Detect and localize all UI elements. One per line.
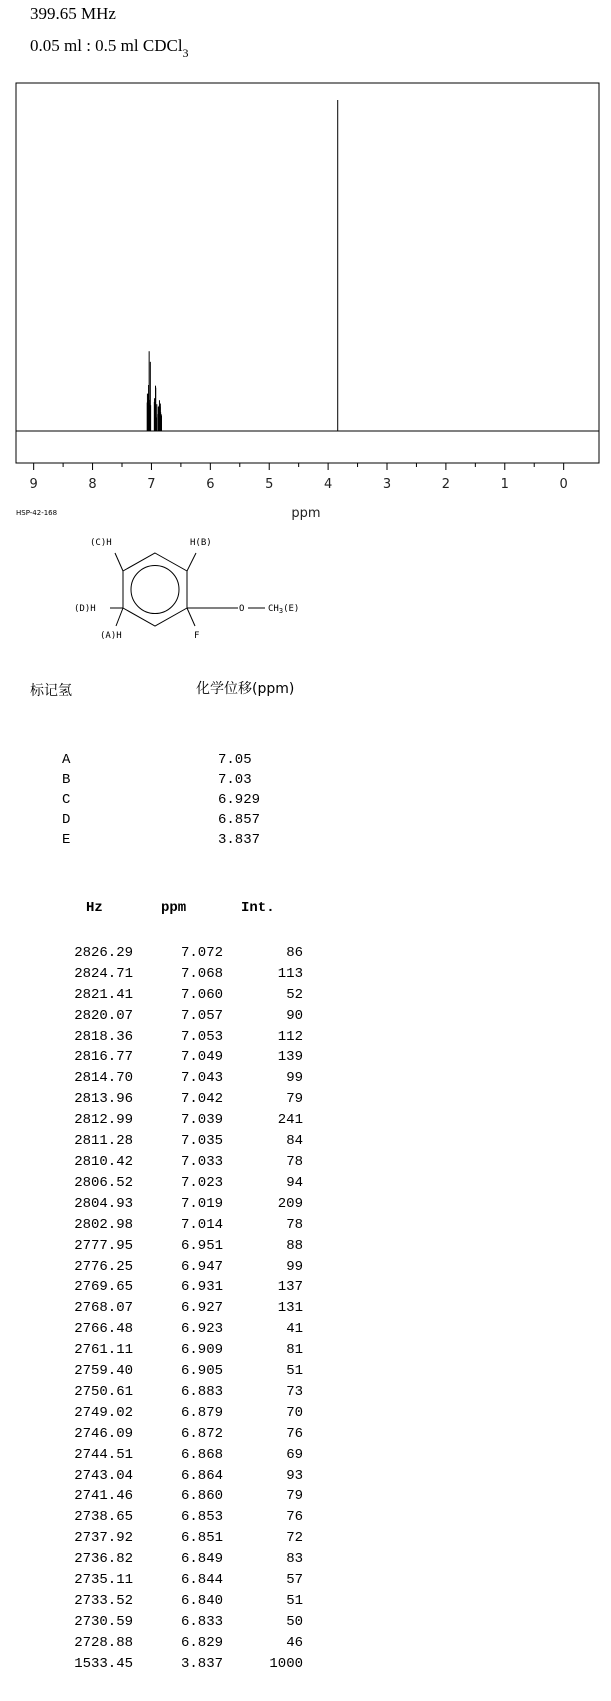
peak-row: [58, 1194, 303, 1215]
peak-table-body: [58, 943, 303, 1675]
assignment-label: E: [62, 832, 71, 848]
assignment-shift: 7.05: [218, 752, 252, 768]
peak-int: 79: [286, 1488, 303, 1505]
peak-hz: 2761.11: [74, 1342, 133, 1359]
peak-row: [58, 1277, 303, 1298]
peak-row: [58, 1047, 303, 1068]
peak-ppm: 6.931: [180, 1279, 223, 1296]
peak-hz: 2737.92: [74, 1530, 133, 1547]
peak-int: 137: [277, 1279, 303, 1296]
peak-ppm: 6.927: [180, 1300, 223, 1317]
peak-int: 112: [277, 1028, 303, 1045]
peak-int: 113: [277, 965, 303, 982]
peak-row: [58, 1131, 303, 1152]
peak-ppm: 7.068: [180, 965, 223, 982]
assignment-row: [62, 790, 260, 810]
peak-hz: 2741.46: [74, 1488, 133, 1505]
peak-hz: 2728.88: [74, 1634, 133, 1651]
peak-int: 57: [286, 1572, 303, 1589]
peak-ppm: 6.864: [180, 1467, 223, 1484]
peak-ppm: 7.043: [180, 1070, 223, 1087]
peak-row: [58, 1486, 303, 1507]
x-tick-label: 0: [559, 477, 568, 492]
peak-int: 86: [286, 944, 303, 961]
peak-hz: 2777.95: [74, 1237, 133, 1254]
peak-row: [58, 964, 303, 985]
peak-row: [58, 1173, 303, 1194]
peak-ppm: 6.951: [180, 1237, 223, 1254]
peak-ppm: 7.060: [180, 986, 223, 1003]
peak-hz: 2743.04: [74, 1467, 133, 1484]
peak-hz: 2802.98: [74, 1216, 133, 1233]
x-axis-label: ppm: [291, 506, 321, 521]
peak-table-header: [86, 898, 303, 919]
x-tick-label: 2: [441, 477, 451, 492]
peak-int: 46: [286, 1634, 303, 1651]
peak-hz: 2744.51: [74, 1446, 133, 1463]
sample-code: HSP-42-168: [16, 509, 58, 517]
peak-row: [58, 1445, 303, 1466]
plot-frame: [16, 83, 599, 463]
assignment-table: [62, 750, 260, 850]
peak-ppm: 6.905: [180, 1363, 223, 1380]
peak-hz: 1533.45: [74, 1655, 133, 1672]
peak-hz: 2736.82: [74, 1551, 133, 1568]
peak-int: 83: [286, 1551, 303, 1568]
peak-hz: 2826.29: [74, 944, 133, 961]
peak-int: 209: [277, 1195, 303, 1212]
peak-row: [58, 1466, 303, 1487]
assignment-row: [62, 770, 260, 790]
peak-int: 84: [286, 1133, 303, 1150]
peak-hz: 2810.42: [74, 1153, 133, 1170]
peak-int: 76: [286, 1425, 303, 1442]
peak-row: [58, 1006, 303, 1027]
peak-hz: 2749.02: [74, 1404, 133, 1421]
peak-hz: 2814.70: [74, 1070, 133, 1087]
peak-int: 93: [286, 1467, 303, 1484]
peak-row: [58, 1654, 303, 1675]
peak-row: [58, 1152, 303, 1173]
peak-row: [58, 1570, 303, 1591]
assignment-row: [62, 810, 260, 830]
peak-int: 51: [286, 1363, 303, 1380]
peak-ppm: 7.019: [180, 1195, 223, 1212]
assignment-label: A: [62, 752, 71, 768]
peak-ppm: 6.860: [180, 1488, 223, 1505]
peak-ppm: 6.909: [180, 1342, 223, 1359]
peak-hz: 2806.52: [74, 1174, 133, 1191]
assignment-label: D: [62, 812, 71, 828]
benzene-ring: [123, 553, 187, 626]
peak-int: 90: [286, 1007, 303, 1024]
peak-int: 139: [277, 1049, 303, 1066]
assignment-col-label: 标记氢: [30, 683, 72, 699]
peak-hz: 2769.65: [74, 1279, 133, 1296]
peak-row: [58, 1528, 303, 1549]
peak-ppm: 3.837: [180, 1655, 223, 1672]
peak-row: [58, 985, 303, 1006]
peak-ppm: 6.829: [180, 1634, 223, 1651]
peak-hz: 2811.28: [74, 1133, 133, 1150]
peak-int: 88: [286, 1237, 303, 1254]
peak-lines: [147, 100, 338, 431]
peak-row: [58, 1215, 303, 1236]
peak-ppm: 7.014: [180, 1216, 223, 1233]
label-o: O: [239, 604, 245, 614]
peak-int: 41: [286, 1321, 303, 1338]
peak-hz: 2759.40: [74, 1363, 133, 1380]
peak-ppm: 7.049: [180, 1049, 223, 1066]
peak-ppm: 7.035: [180, 1133, 223, 1150]
spectrometer-frequency: 399.65 MHz: [30, 4, 116, 23]
assignment-shift: 6.857: [218, 812, 261, 828]
peak-hz: 2820.07: [74, 1007, 133, 1024]
peak-ppm: 7.053: [180, 1028, 223, 1045]
peak-row: [58, 1612, 303, 1633]
peak-int: 70: [286, 1404, 303, 1421]
peak-hz: 2812.99: [74, 1112, 133, 1129]
label-ha: (A)H: [100, 631, 122, 641]
solvent-subscript: 3: [182, 46, 189, 60]
peak-hz: 2804.93: [74, 1195, 133, 1212]
peak-row: [58, 1591, 303, 1612]
assignment-label: C: [62, 792, 71, 808]
peak-ppm: 6.851: [180, 1530, 223, 1547]
peak-hz: 2750.61: [74, 1383, 133, 1400]
peak-hz: 2735.11: [74, 1572, 133, 1589]
peak-table: [58, 898, 303, 1675]
peak-int: 69: [286, 1446, 303, 1463]
label-ch3: [268, 604, 299, 615]
peak-ppm: 6.844: [180, 1572, 223, 1589]
x-tick-label: 8: [88, 477, 97, 492]
peak-hz: 2730.59: [74, 1613, 133, 1630]
peak-hz: 2816.77: [74, 1049, 133, 1066]
peak-ppm: 6.872: [180, 1425, 223, 1442]
peak-row: [58, 1424, 303, 1445]
peak-ppm: 7.042: [180, 1091, 223, 1108]
assignment-shift: 7.03: [218, 772, 252, 788]
label-f: F: [194, 631, 200, 641]
peak-ppm: 7.033: [180, 1153, 223, 1170]
assignment-row: [62, 750, 260, 770]
peak-int: 78: [286, 1216, 303, 1233]
assignment-shift: 3.837: [218, 832, 261, 848]
peak-row: [58, 1089, 303, 1110]
peak-hz: 2768.07: [74, 1300, 133, 1317]
peak-row: [58, 1361, 303, 1382]
peak-int: 79: [286, 1091, 303, 1108]
peak-row: [58, 1298, 303, 1319]
peak-row: [58, 1257, 303, 1278]
peak-hz: 2824.71: [74, 965, 133, 982]
peak-int: 52: [286, 986, 303, 1003]
peak-ppm: 7.072: [180, 944, 223, 961]
peak-row: [58, 1340, 303, 1361]
peak-row: [58, 1236, 303, 1257]
peak-int: 94: [286, 1174, 303, 1191]
header-ppm: ppm: [161, 900, 187, 916]
peak-int: 81: [286, 1342, 303, 1359]
peak-int: 78: [286, 1153, 303, 1170]
peak-row: [58, 1403, 303, 1424]
peak-hz: 2738.65: [74, 1509, 133, 1526]
header-int: Int.: [241, 900, 275, 916]
x-axis-ticks: [30, 463, 568, 492]
peak-hz: 2766.48: [74, 1321, 133, 1338]
assignment-shift: 6.929: [218, 792, 261, 808]
x-tick-label: 6: [206, 477, 215, 492]
peak-ppm: 6.883: [180, 1383, 223, 1400]
solvent-text: 0.05 ml : 0.5 ml CDCl: [30, 36, 183, 55]
label-ch: CH: [268, 604, 279, 614]
assignment-row: [62, 830, 260, 850]
peak-ppm: 6.833: [180, 1613, 223, 1630]
peak-row: [58, 1319, 303, 1340]
peak-row: [58, 1549, 303, 1570]
assignment-col-shift: 化学位移(ppm): [196, 681, 295, 697]
peak-row: [58, 1027, 303, 1048]
peak-int: 99: [286, 1070, 303, 1087]
x-tick-label: 5: [265, 477, 274, 492]
x-tick-label: 1: [500, 477, 509, 492]
peak-row: [58, 1382, 303, 1403]
peak-hz: 2821.41: [74, 986, 133, 1003]
peak-ppm: 6.879: [180, 1404, 223, 1421]
peak-int: 1000: [269, 1655, 303, 1672]
x-tick-label: 4: [323, 477, 333, 492]
peak-ppm: 7.039: [180, 1112, 223, 1129]
peak-int: 76: [286, 1509, 303, 1526]
peak-hz: 2776.25: [74, 1258, 133, 1275]
peak-hz: 2813.96: [74, 1091, 133, 1108]
label-e: (E): [283, 604, 300, 614]
peak-ppm: 6.947: [180, 1258, 223, 1275]
peak-hz: 2733.52: [74, 1593, 133, 1609]
x-tick-label: 3: [382, 477, 392, 492]
label-hb: H(B): [190, 538, 212, 548]
peak-row: [58, 1633, 303, 1654]
label-ch3-sub: 3: [278, 607, 284, 615]
peak-int: 99: [286, 1258, 303, 1275]
peak-ppm: 6.840: [180, 1593, 223, 1609]
x-tick-label: 7: [147, 477, 156, 492]
peak-row: [58, 1507, 303, 1528]
peak-ppm: 6.849: [180, 1551, 223, 1568]
peak-hz: 2818.36: [74, 1028, 133, 1045]
assignment-label: B: [62, 772, 71, 788]
peak-row: [58, 943, 303, 964]
peak-hz: 2746.09: [74, 1425, 133, 1442]
header-hz: Hz: [86, 900, 103, 916]
peak-int: 131: [277, 1300, 303, 1317]
peak-ppm: 7.023: [180, 1174, 223, 1191]
peak-ppm: 6.868: [180, 1446, 223, 1463]
peak-ppm: 6.853: [180, 1509, 223, 1526]
peak-int: 51: [286, 1593, 303, 1609]
peak-int: 72: [286, 1530, 303, 1547]
peak-row: [58, 1110, 303, 1131]
label-hc: (C)H: [90, 538, 112, 548]
peak-int: 73: [286, 1383, 303, 1400]
peak-int: 241: [277, 1112, 303, 1129]
molecule-structure: [60, 525, 360, 675]
x-tick-label: 9: [29, 477, 38, 492]
peak-ppm: 7.057: [180, 1007, 223, 1024]
peak-int: 50: [286, 1613, 303, 1630]
peak-ppm: 6.923: [180, 1321, 223, 1338]
peak-row: [58, 1068, 303, 1089]
label-hd: (D)H: [74, 604, 96, 614]
